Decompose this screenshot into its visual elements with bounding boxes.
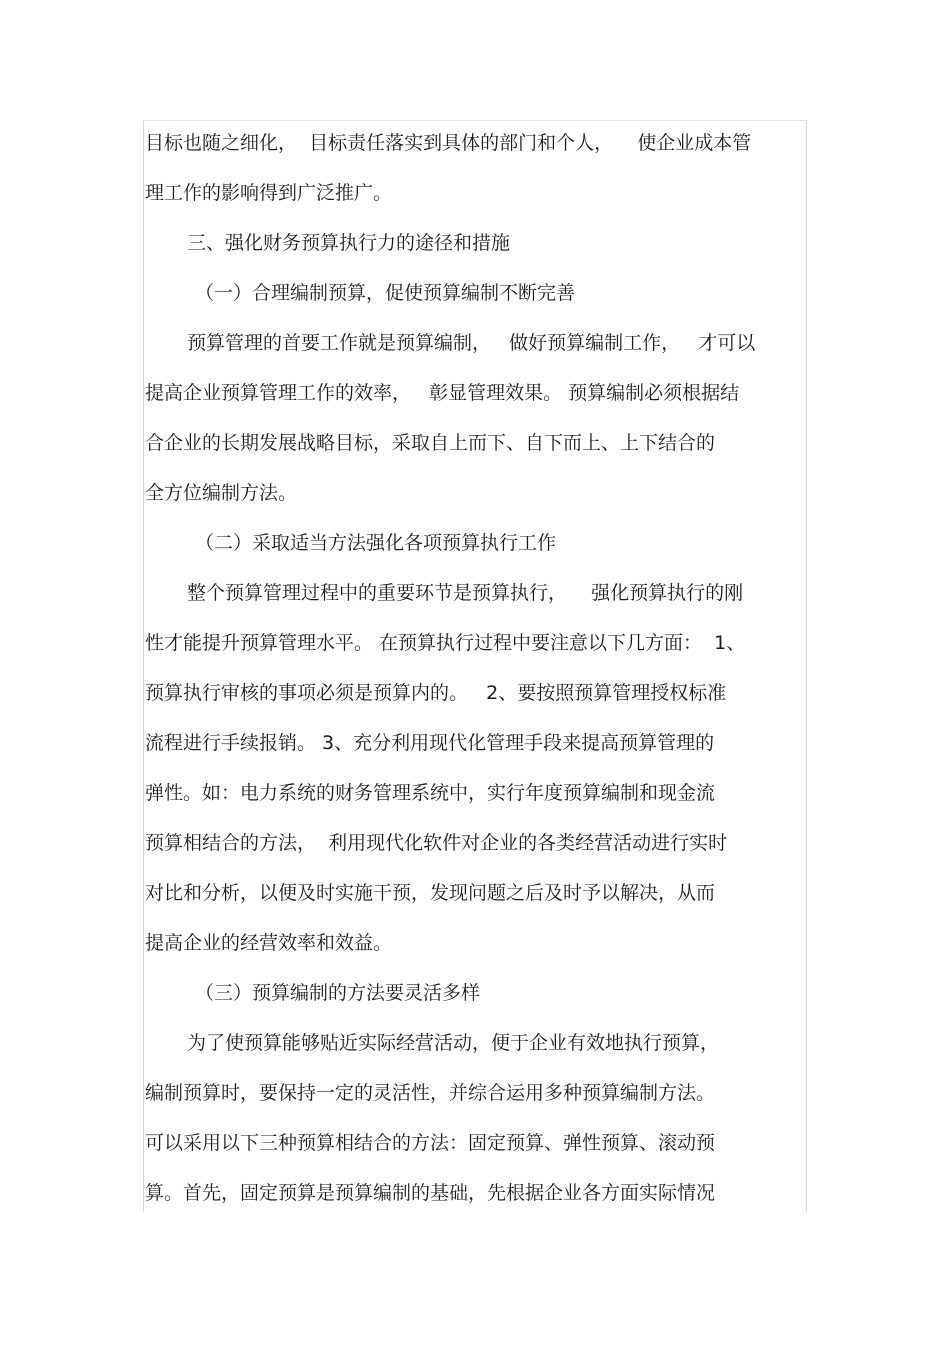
text-line: 理工作的影响得到广泛推广。 — [145, 182, 393, 204]
section-heading: 三、强化财务预算执行力的途径和措施 — [187, 232, 511, 254]
document-body — [145, 118, 805, 1218]
subsection-heading: （三）预算编制的方法要灵活多样 — [195, 982, 481, 1004]
text-line: 目标也随之细化， 目标责任落实到具体的部门和个人， 使企业成本管 — [145, 132, 752, 154]
text-line: 对比和分析，以便及时实施干预，发现问题之后及时予以解决，从而 — [145, 882, 716, 904]
text-line: 预算执行审核的事项必须是预算内的。 2、要按照预算管理授权标准 — [145, 682, 727, 704]
text-line: 合企业的长期发展战略目标，采取自上而下、自下而上、上下结合的 — [145, 432, 716, 454]
subsection-heading: （一）合理编制预算，促使预算编制不断完善 — [195, 282, 576, 304]
text-line: 可以采用以下三种预算相结合的方法：固定预算、弹性预算、滚动预 — [145, 1132, 716, 1154]
text-line: 整个预算管理过程中的重要环节是预算执行， 强化预算执行的刚 — [187, 582, 744, 604]
text-line: 算。首先，固定预算是预算编制的基础，先根据企业各方面实际情况 — [145, 1182, 716, 1204]
text-line: 预算相结合的方法， 利用现代化软件对企业的各类经营活动进行实时 — [145, 832, 728, 854]
text-line: 编制预算时，要保持一定的灵活性，并综合运用多种预算编制方法。 — [145, 1082, 716, 1104]
subsection-heading: （二）采取适当方法强化各项预算执行工作 — [195, 532, 557, 554]
text-line: 为了使预算能够贴近实际经营活动，便于企业有效地执行预算， — [187, 1032, 720, 1054]
text-line: 提高企业预算管理工作的效率， 彰显管理效果。 预算编制必须根据结 — [145, 382, 740, 404]
text-line: 弹性。如：电力系统的财务管理系统中，实行年度预算编制和现金流 — [145, 782, 716, 804]
text-line: 全方位编制方法。 — [145, 482, 298, 504]
text-line: 性才能提升预算管理水平。 在预算执行过程中要注意以下几方面： 1、 — [145, 632, 746, 654]
text-line: 提高企业的经营效率和效益。 — [145, 932, 393, 954]
text-line: 预算管理的首要工作就是预算编制， 做好预算编制工作， 才可以 — [187, 332, 756, 354]
text-line: 流程进行手续报销。 3、充分利用现代化管理手段来提高预算管理的 — [145, 732, 715, 754]
